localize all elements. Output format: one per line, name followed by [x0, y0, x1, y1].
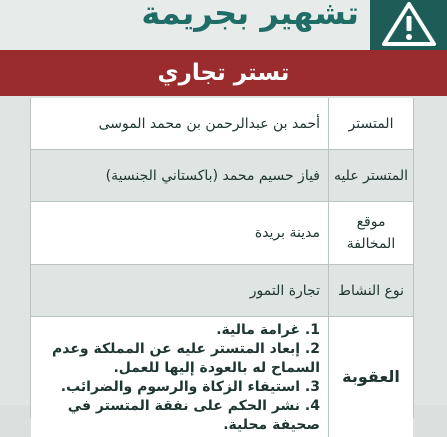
- penalty-list: [39, 321, 320, 435]
- penalty-item: 2. إبعاد المتستر عليه عن المملكة وعدم السماح له بالعودة إليها للعمل.: [52, 341, 320, 376]
- penalty-row: [31, 317, 413, 437]
- row-label: المتستر: [328, 98, 413, 149]
- row-label: المتستر عليه: [328, 150, 413, 201]
- table-row: [31, 98, 413, 150]
- row-value: فياز حسيم محمد (باكستاني الجنسية): [105, 167, 320, 184]
- warning-triangle-icon: [380, 0, 438, 46]
- penalty-item: 3. استيفاء الزكاة والرسوم والضرائب.: [60, 379, 320, 395]
- penalty-value: [31, 317, 328, 437]
- headline: تشهير بجريمة: [141, 0, 359, 32]
- table-row: [31, 202, 413, 265]
- row-value: مدينة بريدة: [254, 225, 320, 241]
- penalty-label: العقوبة: [328, 317, 413, 437]
- table-row: [31, 265, 413, 317]
- details-table: [30, 98, 414, 433]
- row-value: أحمد بن عبدالرحمن بن محمد الموسى: [98, 115, 320, 132]
- penalty-item: 4. نشر الحكم على نفقة المتستر في صحيفة محلية.: [67, 398, 320, 433]
- row-label: موقع المخالفة: [328, 202, 413, 264]
- penalty-item: 1. غرامة مالية.: [216, 322, 320, 338]
- page-title: تستر تجاري: [0, 50, 447, 96]
- header-band: [0, 0, 447, 50]
- table-row: [31, 150, 413, 202]
- warning-box: [370, 0, 447, 50]
- row-value: تجارة التمور: [249, 282, 320, 299]
- row-label: نوع النشاط: [328, 265, 413, 316]
